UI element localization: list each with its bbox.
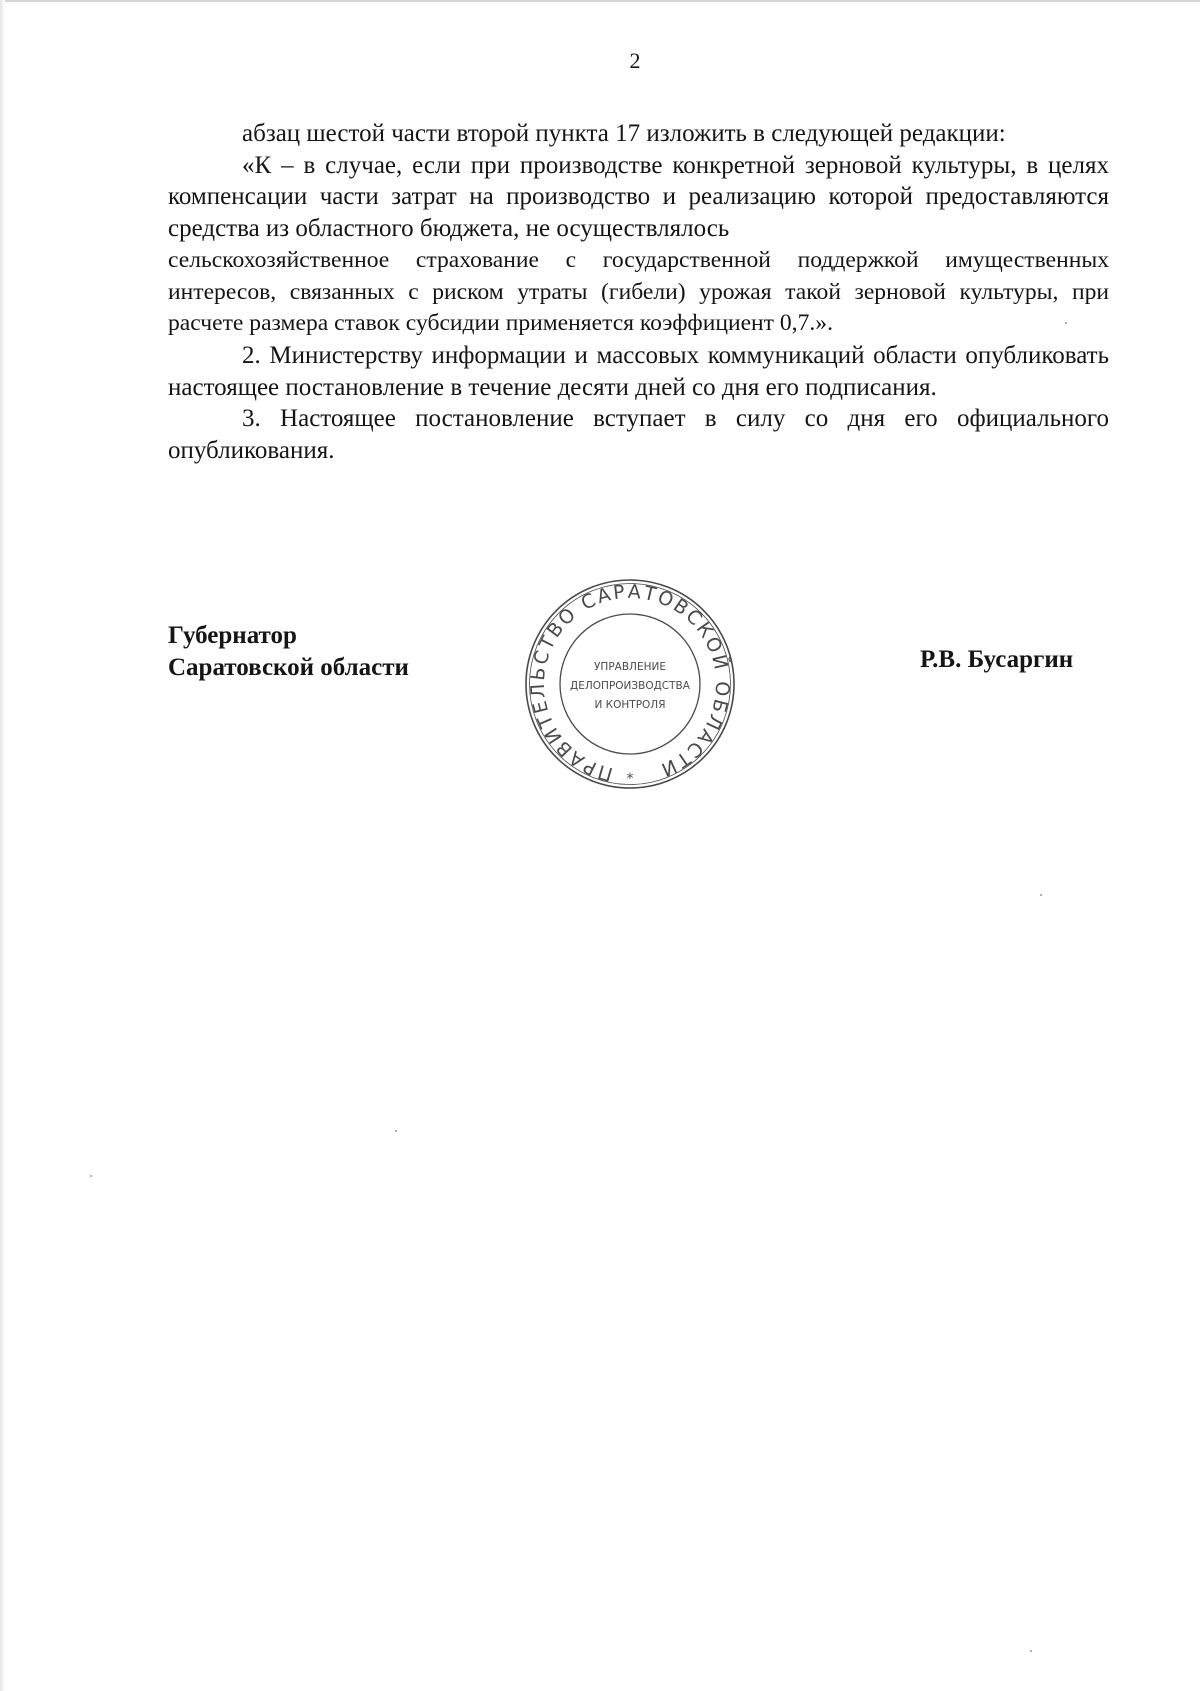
scan-speck — [90, 1175, 92, 1177]
scan-speck — [1065, 322, 1067, 324]
paragraph-item-2: 2. Министерству информации и массовых коммуникаций области опубликовать настоящее постановление в течение десяти дней со дня его подписания. — [168, 341, 1109, 401]
signatory-name: Р.В. Бусаргин — [920, 646, 1074, 673]
scan-speck — [1030, 1650, 1032, 1652]
official-stamp — [520, 574, 740, 794]
stamp-outer-text-path: ПРАВИТЕЛЬСТВО САРАТОВСКОЙ ОБЛАСТИ — [526, 580, 734, 786]
signature-title-line2: Саратовской области — [168, 654, 409, 681]
page-number: 2 — [629, 48, 641, 73]
stamp-inner-line3: И КОНТРОЛЯ — [594, 699, 666, 711]
document-body — [168, 118, 1109, 467]
paragraph-item-3: 3. Настоящее постановление вступает в силу со дня его официального опубликования. — [168, 405, 1109, 465]
signature-title-line1: Губернатор — [168, 622, 297, 649]
scan-top-edge — [0, 0, 1200, 2]
stamp-inner-line2: ДЕЛОПРОИЗВОДСТВА — [570, 680, 690, 692]
signature-title — [168, 620, 409, 684]
scan-speck — [1040, 894, 1042, 896]
stamp-star: * — [626, 771, 634, 787]
paragraph-coefficient-text-continued: сельскохозяйственное страхование с государственной поддержкой имущественных интересов, связанных с риском утраты (гибели) урожая такой зерновой культуры, при расчете размера ставок субсидии применяется коэффициент 0,7.». — [168, 246, 1109, 337]
paragraph-amendment-intro: абзац шестой части второй пункта 17 изложить в следующей редакции: — [242, 120, 1006, 147]
scan-speck — [395, 1130, 397, 1132]
paragraph-coefficient-text: «К – в случае, если при производстве конкретной зерновой культуры, в целях компенсации части затрат на производство и реализацию которой предоставляются средства из областного бюджета, не осуществлялось — [168, 151, 1109, 243]
stamp-inner-line1: УПРАВЛЕНИЕ — [594, 661, 666, 673]
scan-left-edge — [0, 0, 5, 1691]
